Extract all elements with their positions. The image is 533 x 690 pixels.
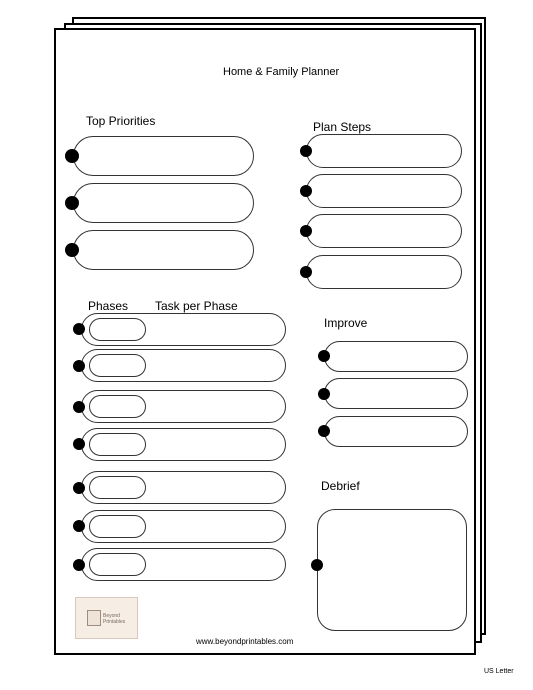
improve-field-2[interactable] (324, 378, 468, 409)
top-priorities-heading: Top Priorities (86, 114, 156, 128)
bullet-icon (311, 559, 323, 571)
website-link[interactable]: www.beyondprintables.com (196, 637, 294, 646)
priority-field-2[interactable] (73, 183, 254, 223)
bullet-icon (65, 149, 79, 163)
bullet-icon (300, 145, 312, 157)
phase-field-2[interactable] (89, 354, 146, 377)
page-title: Home & Family Planner (223, 66, 340, 78)
bullet-icon (73, 559, 85, 571)
improve-field-3[interactable] (324, 416, 468, 447)
debrief-box[interactable] (317, 509, 467, 631)
improve-field-1[interactable] (324, 341, 468, 372)
bullet-icon (318, 350, 330, 362)
phases-heading: Phases (88, 299, 129, 313)
bullet-icon (73, 520, 85, 532)
task-per-phase-heading: Task per Phase (155, 299, 238, 313)
phase-field-4[interactable] (89, 433, 146, 456)
plan-step-field-4[interactable] (306, 255, 462, 289)
bullet-icon (318, 425, 330, 437)
bullet-icon (73, 360, 85, 372)
logo-mark-icon (87, 610, 101, 626)
bullet-icon (65, 196, 79, 210)
plan-step-field-1[interactable] (306, 134, 462, 168)
debrief-heading: Debrief (321, 479, 360, 493)
bullet-icon (300, 266, 312, 278)
page-size-label: US Letter (484, 668, 514, 675)
plan-step-field-3[interactable] (306, 214, 462, 248)
bullet-icon (73, 323, 85, 335)
bullet-icon (318, 388, 330, 400)
phase-field-3[interactable] (89, 395, 146, 418)
bullet-icon (73, 482, 85, 494)
plan-steps-heading: Plan Steps (313, 120, 372, 134)
phase-field-7[interactable] (89, 553, 146, 576)
bullet-icon (65, 243, 79, 257)
beyond-printables-logo (75, 597, 138, 639)
bullet-icon (73, 401, 85, 413)
phase-field-6[interactable] (89, 515, 146, 538)
bullet-icon (73, 438, 85, 450)
improve-heading: Improve (324, 316, 368, 330)
bullet-icon (300, 185, 312, 197)
phase-field-5[interactable] (89, 476, 146, 499)
priority-field-1[interactable] (73, 136, 254, 176)
bullet-icon (300, 225, 312, 237)
phase-field-1[interactable] (89, 318, 146, 341)
priority-field-3[interactable] (73, 230, 254, 270)
plan-step-field-2[interactable] (306, 174, 462, 208)
logo-text: Beyond Printables (103, 613, 126, 625)
